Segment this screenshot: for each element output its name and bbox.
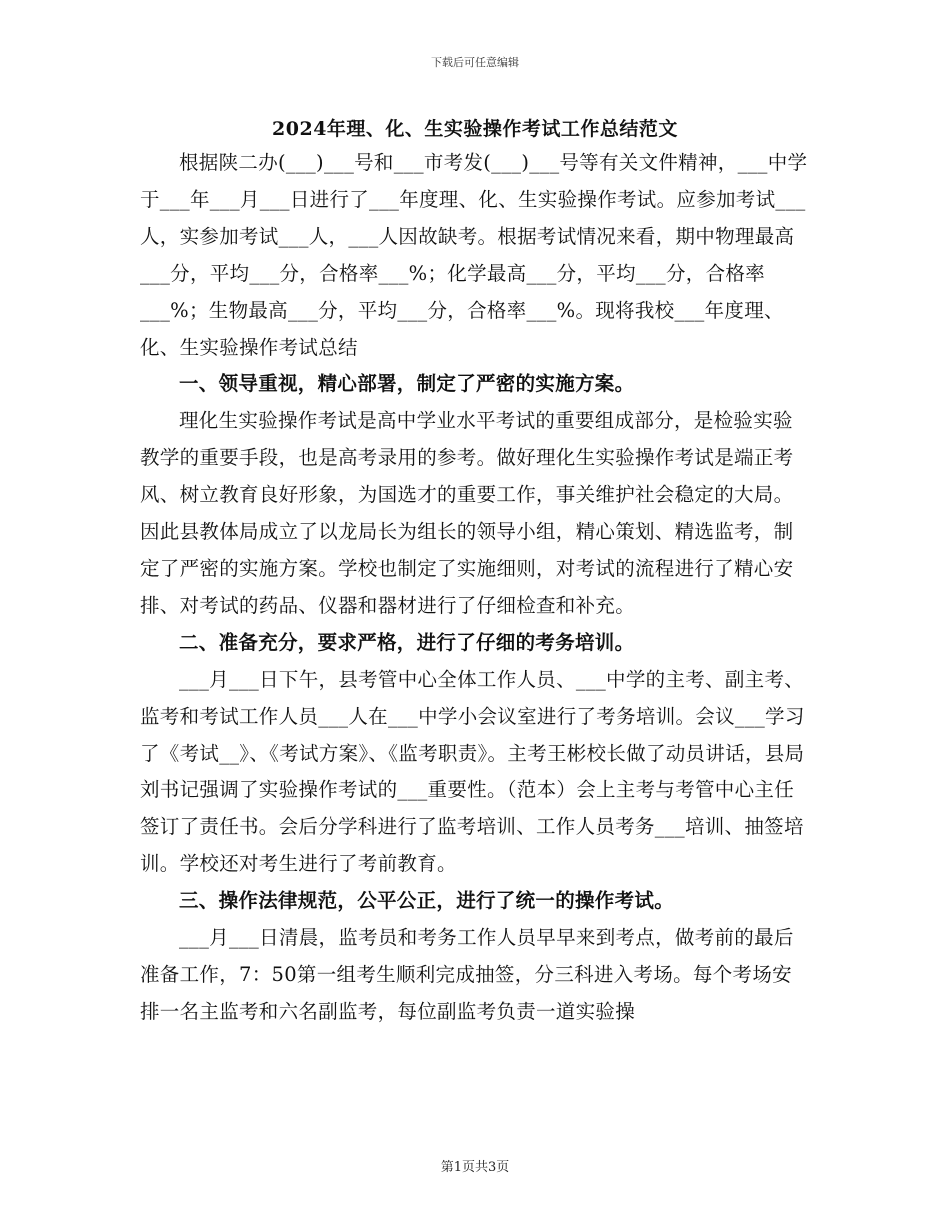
section-heading-3: 三、操作法律规范，公平公正，进行了统一的操作考试。 xyxy=(179,889,675,913)
section-paragraph-2: ___月___日下午，县考管中心全体工作人员、___中学的主考、副主考、监考和考试工作人员___人在___中学小会议室进行了考务培训。会议___学习了《考试__》、《考试方案》、《监考职责》。主考王彬校长做了动员讲话，县局刘书记强调了实验操作考试的___重要性。（范本）会上主考与考管中心主任签订了责任书。会后分学科进行了监考培训、工作人员考务___培训、抽签培训。学校还对考生进行了考前教育。 xyxy=(140,667,805,876)
section-heading-1: 一、领导重视，精心部署，制定了严密的实施方案。 xyxy=(179,372,635,396)
page-header-note: 下载后可任意编辑 xyxy=(431,56,519,69)
section-paragraph-3: ___月___日清晨，监考员和考务工作人员早早来到考点，做考前的最后准备工作，7：50第一组考生顺利完成抽签，分三科进入考场。每个考场安排一名主监考和六名副监考，每位副监考负责一道实验操 xyxy=(140,926,794,1023)
section-paragraph-1: 理化生实验操作考试是高中学业水平考试的重要组成部分，是检验实验教学的重要手段，也是高考录用的参考。做好理化生实验操作考试是端正考风、树立教育良好形象，为国选才的重要工作，事关维护社会稳定的大局。因此县教体局成立了以龙局长为组长的领导小组，精心策划、精选监考，制定了严密的实施方案。学校也制定了实施细则，对考试的流程进行了精心安排、对考试的药品、仪器和器材进行了仔细检查和补充。 xyxy=(140,409,794,617)
intro-paragraph: 根据陕二办(___)___号和___市考发(___)___号等有关文件精神，___中学于___年___月___日进行了___年度理、化、生实验操作考试。应参加考试___人，实参加考试___人，___人因故缺考。根据考试情况来看，期中物理最高___分，平均___分，合格率___%；化学最高___分，平均___分，合格率___%；生物最高___分，平均___分，合格率___%。现将我校___年度理、化、生实验操作考试总结 xyxy=(140,151,808,359)
document-body xyxy=(140,145,810,1031)
section-heading-2: 二、准备充分，要求严格，进行了仔细的考务培训。 xyxy=(179,630,635,654)
document-title: 2024年理、化、生实验操作考试工作总结范文 xyxy=(272,118,678,140)
page-number-footer: 第1页共3页 xyxy=(440,1160,510,1175)
